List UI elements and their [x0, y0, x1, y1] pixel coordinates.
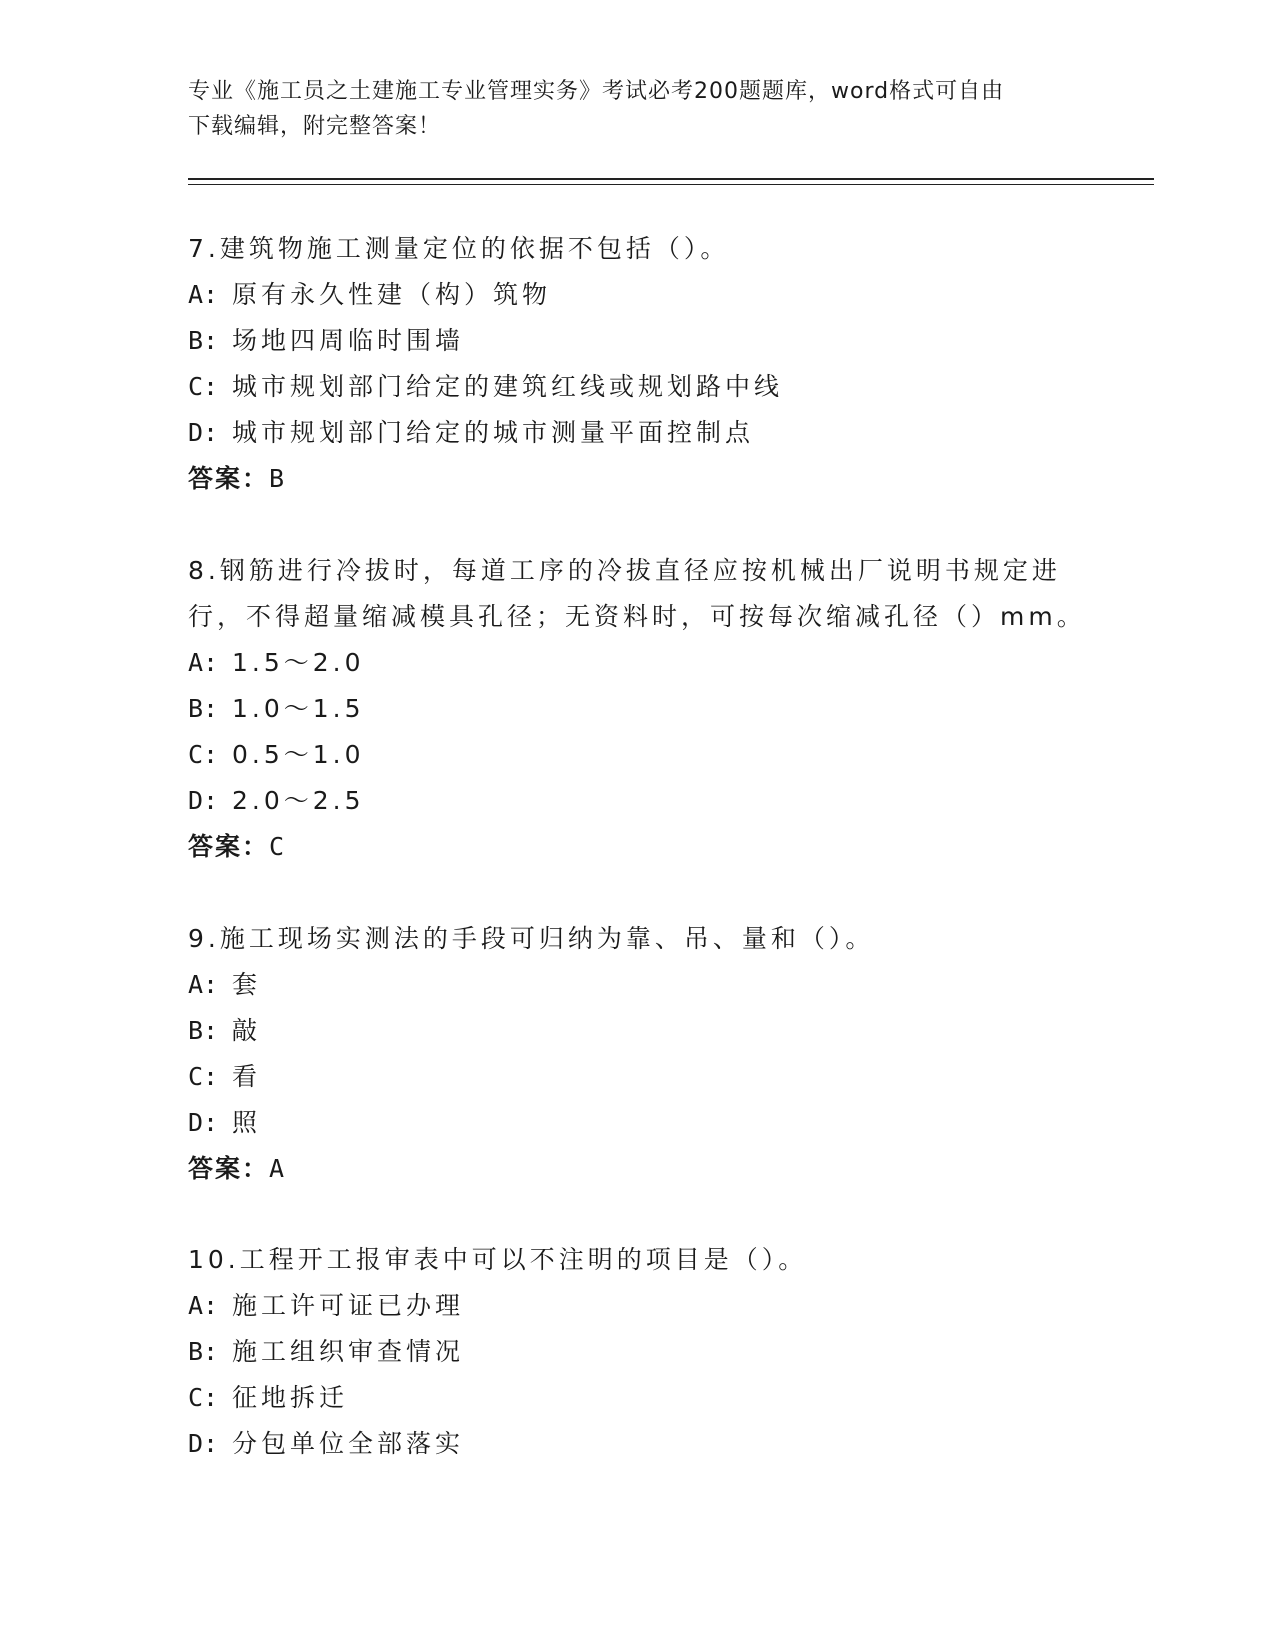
option-a [188, 962, 1108, 1008]
option-a [188, 1283, 1108, 1329]
option-text: 敲 [232, 1016, 262, 1045]
option-text: 看 [232, 1062, 262, 1091]
option-text: 1.5～2.0 [232, 648, 365, 677]
option-letter: D: [188, 1108, 219, 1137]
answer-value: C [269, 832, 285, 861]
option-d [188, 1421, 1108, 1467]
option-d [188, 778, 1108, 824]
option-a [188, 272, 1108, 318]
option-letter: D: [188, 1429, 219, 1458]
question-stem: 9.施工现场实测法的手段可归纳为靠、吊、量和（）。 [188, 924, 875, 953]
question-9 [188, 916, 1108, 1192]
question-stem: 7.建筑物施工测量定位的依据不包括（）。 [188, 234, 730, 263]
document-header [188, 74, 1088, 144]
header-divider-thick [188, 178, 1154, 180]
option-letter: D: [188, 418, 219, 447]
option-text: 施工许可证已办理 [232, 1291, 465, 1320]
header-divider-thin [188, 184, 1154, 185]
option-text: 照 [232, 1108, 262, 1137]
option-d [188, 1100, 1108, 1146]
option-text: 分包单位全部落实 [232, 1429, 465, 1458]
option-letter: B: [188, 1016, 219, 1045]
question-stem: 8.钢筋进行冷拔时，每道工序的冷拔直径应按机械出厂说明书规定进 [188, 556, 1061, 585]
question-8 [188, 548, 1108, 870]
option-letter: B: [188, 1337, 219, 1366]
option-letter: C: [188, 1062, 219, 1091]
option-c [188, 1375, 1108, 1421]
option-letter: A: [188, 1291, 219, 1320]
answer-label: 答案： [188, 832, 270, 861]
answer-line [188, 1146, 1108, 1192]
option-letter: B: [188, 326, 219, 355]
option-c [188, 732, 1108, 778]
option-letter: C: [188, 1383, 219, 1412]
answer-value: B [269, 464, 285, 493]
option-letter: B: [188, 694, 219, 723]
header-line-1: 专业《施工员之土建施工专业管理实务》考试必考200题题库，word格式可自由 [188, 79, 1005, 104]
header-line-2: 下载编辑，附完整答案！ [188, 114, 442, 139]
option-b [188, 1008, 1108, 1054]
answer-line [188, 456, 1108, 502]
answer-value: A [269, 1154, 285, 1183]
question-10 [188, 1237, 1108, 1467]
option-text: 场地四周临时围墙 [232, 326, 465, 355]
question-7 [188, 226, 1108, 502]
option-b [188, 1329, 1108, 1375]
answer-label: 答案： [188, 1154, 270, 1183]
option-letter: C: [188, 740, 219, 769]
question-stem: 10.工程开工报审表中可以不注明的项目是（）。 [188, 1245, 808, 1274]
option-text: 城市规划部门给定的城市测量平面控制点 [232, 418, 755, 447]
question-stem-continued: 行，不得超量缩减模具孔径；无资料时，可按每次缩减孔径（）mm。 [188, 602, 1086, 631]
option-a [188, 640, 1108, 686]
option-c [188, 364, 1108, 410]
option-b [188, 686, 1108, 732]
option-text: 征地拆迁 [232, 1383, 349, 1412]
answer-line [188, 824, 1108, 870]
option-text: 2.0～2.5 [232, 786, 365, 815]
option-letter: A: [188, 280, 219, 309]
option-c [188, 1054, 1108, 1100]
option-letter: D: [188, 786, 219, 815]
option-text: 原有永久性建（构）筑物 [232, 280, 552, 309]
option-letter: A: [188, 648, 219, 677]
option-text: 套 [232, 970, 262, 999]
option-text: 施工组织审查情况 [232, 1337, 465, 1366]
option-text: 1.0～1.5 [232, 694, 365, 723]
option-text: 城市规划部门给定的建筑红线或规划路中线 [232, 372, 784, 401]
option-d [188, 410, 1108, 456]
option-letter: A: [188, 970, 219, 999]
option-text: 0.5～1.0 [232, 740, 365, 769]
option-b [188, 318, 1108, 364]
option-letter: C: [188, 372, 219, 401]
answer-label: 答案： [188, 464, 270, 493]
